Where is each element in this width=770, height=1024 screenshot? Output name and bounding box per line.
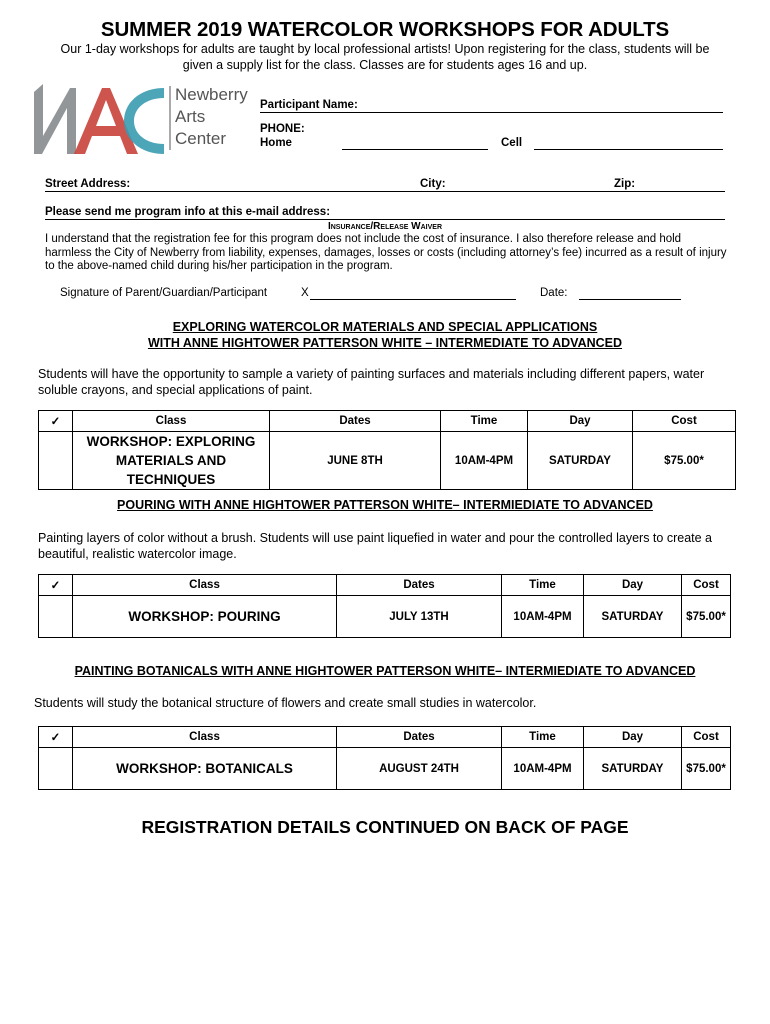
workshop-2-title: POURING WITH ANNE HIGHTOWER PATTERSON WHITE– INTERMIEDIATE TO ADVANCED xyxy=(117,498,653,512)
class-time: 10AM-4PM xyxy=(441,432,528,490)
workshop-2-desc-line-2: beautiful, realistic watercolor image. xyxy=(38,546,237,561)
email-field[interactable] xyxy=(45,219,725,220)
registration-checkbox[interactable] xyxy=(39,748,73,790)
workshop-1-desc-line-2: soluble crayons, and special applications of paint. xyxy=(38,382,313,397)
waiver-title: Insurance/Release Waiver xyxy=(327,221,443,232)
class-cost: $75.00* xyxy=(682,748,731,790)
class-time: 10AM-4PM xyxy=(502,596,584,638)
workshop-1-description xyxy=(38,367,738,398)
workshop-2-desc-line-1: Painting layers of color without a brush. Students will use paint liquefied in water and pour the controlled layers to create a xyxy=(38,531,712,545)
workshop-1-title xyxy=(0,320,770,351)
class-date: AUGUST 24TH xyxy=(337,748,502,790)
class-cost: $75.00* xyxy=(633,432,736,490)
cell-label: Cell xyxy=(501,137,523,149)
class-name: WORKSHOP: BOTANICALS xyxy=(73,748,337,790)
table-header-row xyxy=(39,575,731,596)
address-field[interactable] xyxy=(45,191,725,192)
city-label: City: xyxy=(420,178,446,190)
table-row xyxy=(39,748,731,790)
dates-header: Dates xyxy=(270,411,441,432)
date-label: Date: xyxy=(540,287,568,299)
registration-checkbox[interactable] xyxy=(39,432,73,490)
participant-name-field[interactable] xyxy=(260,112,723,113)
workshop-2-description xyxy=(38,531,738,562)
workshop-3-description: Students will study the botanical structure of flowers and create small studies in watercolor. xyxy=(34,696,537,710)
class-day: SATURDAY xyxy=(528,432,633,490)
nac-logo xyxy=(34,84,259,154)
date-field[interactable] xyxy=(579,299,681,300)
check-header: ✓ xyxy=(39,727,73,748)
table-row xyxy=(39,596,731,638)
class-name xyxy=(73,432,270,490)
workshop-2-table xyxy=(38,574,731,638)
page-title: SUMMER 2019 WATERCOLOR WORKSHOPS FOR ADULTS xyxy=(100,18,670,41)
table-row xyxy=(39,432,736,490)
phone-label: PHONE: xyxy=(260,123,305,135)
class-header: Class xyxy=(73,575,337,596)
dates-header: Dates xyxy=(337,727,502,748)
intro-text xyxy=(60,42,710,73)
logo-line-1: Newberry xyxy=(175,85,248,104)
class-date: JUNE 8TH xyxy=(270,432,441,490)
cost-header: Cost xyxy=(682,727,731,748)
table-header-row xyxy=(39,411,736,432)
logo-line-2: Arts xyxy=(175,107,206,126)
street-address-label: Street Address: xyxy=(45,178,131,190)
logo-line-3: Center xyxy=(175,129,227,148)
workshop-1-desc-line-1: Students will have the opportunity to sample a variety of painting surfaces and materials including different papers, water xyxy=(38,367,705,381)
class-cost: $75.00* xyxy=(682,596,731,638)
class-name-line-2: MATERIALS AND TECHNIQUES xyxy=(115,453,227,487)
waiver-line-2: harmless the City of Newberry from liability, expenses, damages, losses or costs (including attorney’s fee) incurred as a result of injury xyxy=(45,246,727,259)
signature-x: X xyxy=(301,287,309,299)
class-name: WORKSHOP: POURING xyxy=(73,596,337,638)
footer-notice: REGISTRATION DETAILS CONTINUED ON BACK OF PAGE xyxy=(141,817,629,837)
class-date: JULY 13TH xyxy=(337,596,502,638)
workshop-1-title-line-2: WITH ANNE HIGHTOWER PATTERSON WHITE – INTERMEDIATE TO ADVANCED xyxy=(147,335,623,350)
class-day: SATURDAY xyxy=(584,596,682,638)
day-header: Day xyxy=(584,727,682,748)
class-header: Class xyxy=(73,411,270,432)
waiver-text xyxy=(45,233,735,274)
class-time: 10AM-4PM xyxy=(502,748,584,790)
cell-phone-field[interactable] xyxy=(534,149,723,150)
registration-checkbox[interactable] xyxy=(39,596,73,638)
class-name-line-1: WORKSHOP: EXPLORING xyxy=(86,434,256,449)
waiver-line-3: to the above-named child during his/her participation in the program. xyxy=(45,260,393,272)
intro-line-2: given a supply list for the class. Classes are for students ages 16 and up. xyxy=(182,57,588,72)
time-header: Time xyxy=(502,575,584,596)
time-header: Time xyxy=(502,727,584,748)
home-label: Home xyxy=(260,137,292,149)
signature-label: Signature of Parent/Guardian/Participant xyxy=(60,287,268,299)
email-label: Please send me program info at this e-mail address: xyxy=(45,206,331,218)
check-header: ✓ xyxy=(39,411,73,432)
intro-line-1: Our 1-day workshops for adults are taught by local professional artists! Upon registering for the class, students will be xyxy=(60,42,710,56)
waiver-line-1: I understand that the registration fee for this program does not include the cost of insurance. I also therefore release and hold xyxy=(45,233,682,245)
day-header: Day xyxy=(584,575,682,596)
table-header-row xyxy=(39,727,731,748)
workshop-1-title-line-1: EXPLORING WATERCOLOR MATERIALS AND SPECIAL APPLICATIONS xyxy=(172,320,598,334)
time-header: Time xyxy=(441,411,528,432)
cost-header: Cost xyxy=(633,411,736,432)
class-header: Class xyxy=(73,727,337,748)
cost-header: Cost xyxy=(682,575,731,596)
home-phone-field[interactable] xyxy=(342,149,488,150)
workshop-3-table xyxy=(38,726,731,790)
participant-name-label: Participant Name: xyxy=(260,99,358,111)
workshop-1-table xyxy=(38,410,736,490)
zip-label: Zip: xyxy=(614,178,636,190)
day-header: Day xyxy=(528,411,633,432)
dates-header: Dates xyxy=(337,575,502,596)
class-day: SATURDAY xyxy=(584,748,682,790)
signature-field[interactable] xyxy=(310,299,516,300)
check-header: ✓ xyxy=(39,575,73,596)
workshop-3-title: PAINTING BOTANICALS WITH ANNE HIGHTOWER PATTERSON WHITE– INTERMIEDIATE TO ADVANCED xyxy=(74,664,696,678)
